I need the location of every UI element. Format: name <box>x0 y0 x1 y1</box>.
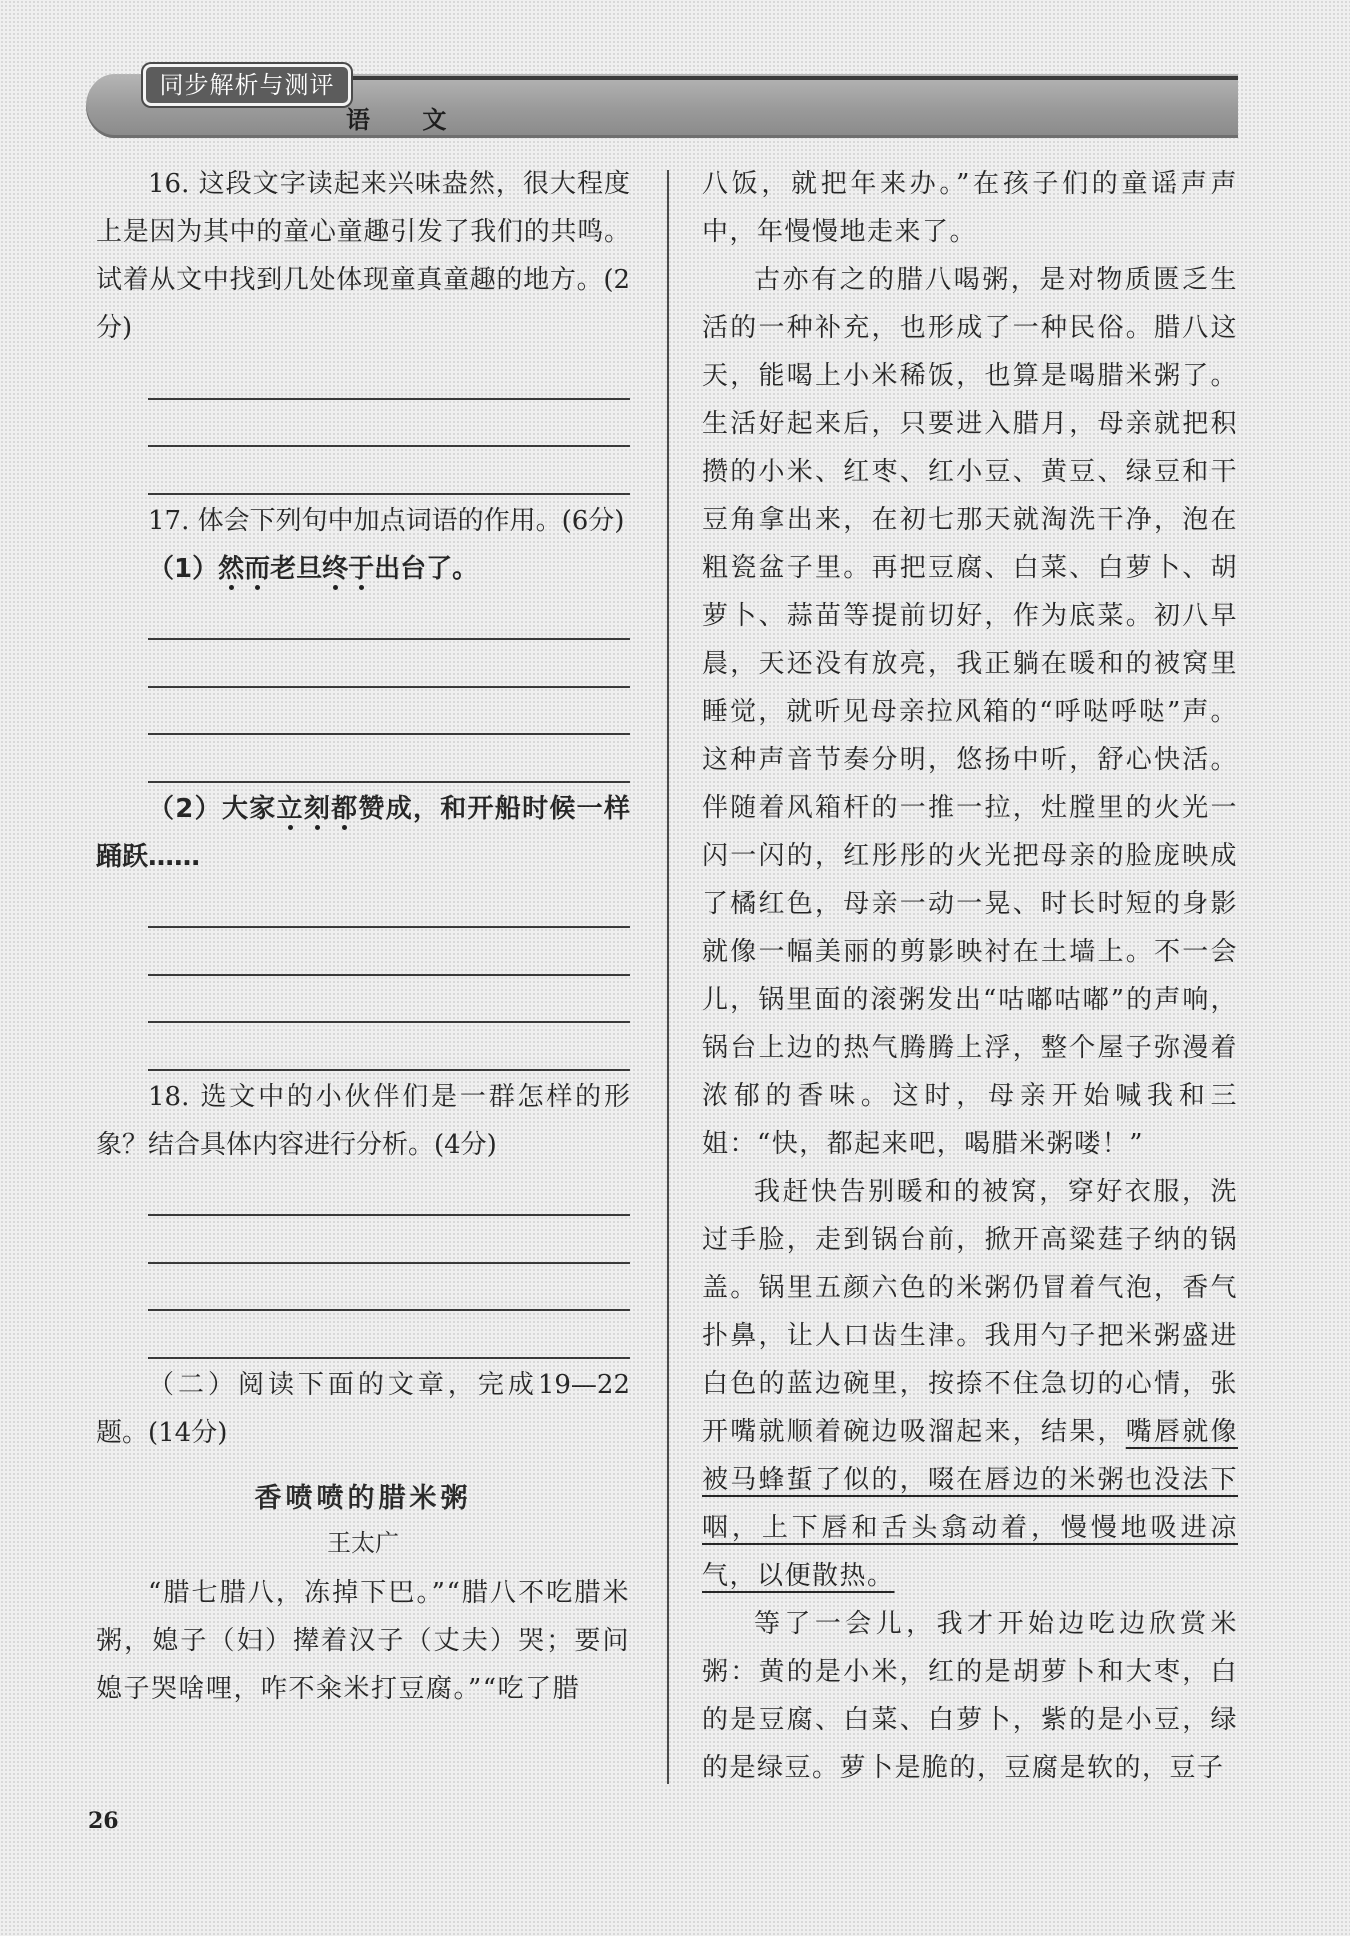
section-two-heading: （二）阅读下面的文章，完成19—22题。(14分) <box>96 1369 630 1448</box>
dotted-char: 都 <box>331 793 359 824</box>
answer-lines-17-1 <box>96 593 630 783</box>
left-column <box>96 160 630 1713</box>
q17-1-suffix: 出台了。 <box>374 553 479 584</box>
question-17-1 <box>96 545 630 593</box>
answer-line[interactable] <box>148 1169 630 1217</box>
answer-line[interactable] <box>148 1023 630 1071</box>
dotted-char: 刻 <box>303 793 332 824</box>
dotted-char: 立 <box>276 793 304 824</box>
answer-line[interactable] <box>148 688 630 736</box>
answer-line[interactable] <box>148 352 630 400</box>
answer-line[interactable] <box>148 881 630 929</box>
q17-1-mid: 老旦 <box>270 553 323 584</box>
question-18: 18. 选文中的小伙伴们是一群怎样的形象？结合具体内容进行分析。(4分) <box>96 1081 630 1160</box>
article-paragraph-2: 古亦有之的腊八喝粥，是对物质匮乏生活的一种补充，也形成了一种民俗。腊八这天，能喝上小米稀饭，也算是喝腊米粥了。生活好起来后，只要进入腊月，母亲就把积攒的小米、红枣、红小豆、黄豆、绿豆和干豆角拿出来，在初七那天就淘洗干净，泡在粗瓷盆子里。再把豆腐、白菜、白萝卜、胡萝卜、蒜苗等提前切好，作为底菜。初八早晨，天还没有放亮，我正躺在暖和的被窝里睡觉，就听见母亲拉风箱的“呼哒呼哒”声。这种声音节奏分明，悠扬中听，舒心快活。伴随着风箱杆的一推一拉，灶膛里的火光一闪一闪的，红彤彤的火光把母亲的脸庞映成了橘红色，母亲一动一晃、时长时短的身影就像一幅美丽的剪影映衬在土墙上。不一会儿，锅里面的滚粥发出“咕嘟咕嘟”的声响，锅台上边的热气腾腾上浮，整个屋子弥漫着浓郁的香味。这时，母亲开始喊我和三姐：“快，都起来吧，喝腊米粥喽！” <box>702 265 1238 1159</box>
dotted-char: 于 <box>348 553 375 584</box>
article-author: 王太广 <box>327 1528 399 1557</box>
answer-line[interactable] <box>148 447 630 495</box>
answer-line[interactable] <box>148 1311 630 1359</box>
subject-label: 语 文 <box>346 106 469 134</box>
answer-line[interactable] <box>148 1264 630 1312</box>
answer-line[interactable] <box>148 640 630 688</box>
series-title: 同步解析与测评 <box>143 64 351 106</box>
question-16: 16. 这段文字读起来兴味盎然，很大程度上是因为其中的童心童趣引发了我们的共鸣。试着从文中找到几处体现童真童趣的地方。(2分) <box>96 169 630 343</box>
answer-line[interactable] <box>148 735 630 783</box>
answer-line[interactable] <box>148 593 630 641</box>
answer-lines-16 <box>96 352 630 495</box>
right-column <box>702 160 1238 1792</box>
dotted-char: 然 <box>218 553 245 584</box>
answer-line[interactable] <box>148 1216 630 1264</box>
article-paragraph-1: “腊七腊八，冻掉下巴。”“腊八不吃腊米粥，媳子（妇）撵着汉子（丈夫）哭；要问媳子哭啥哩，咋不籴米打豆腐。”“吃了腊 <box>96 1577 630 1704</box>
dotted-char: 终 <box>322 553 349 584</box>
article-paragraph-3 <box>702 1168 1238 1600</box>
q17-1-prefix: （1） <box>148 553 219 584</box>
q17-2-prefix: （2）大家 <box>148 793 277 824</box>
header-rule <box>340 76 1238 80</box>
answer-line[interactable] <box>148 976 630 1024</box>
article-paragraph-1-continued: 八饭，就把年来办。”在孩子们的童谣声声中，年慢慢地走来了。 <box>702 169 1238 247</box>
page-number: 26 <box>88 1808 119 1834</box>
underlined-sentence: 嘴唇就像被马蜂蜇了似的，啜在唇边的米粥也没法下咽，上下唇和舌头翕动着，慢慢地吸进凉气，以便散热。 <box>702 1417 1238 1591</box>
answer-lines-18 <box>96 1169 630 1359</box>
q17-2-suffix: 赞成，和开船时候一样踊跃…… <box>96 793 630 872</box>
column-divider <box>667 170 669 1784</box>
article-paragraph-4: 等了一会儿，我才开始边吃边欣赏米粥：黄的是小米，红的是胡萝卜和大枣，白的是豆腐、白菜、白萝卜，紫的是小豆，绿的是绿豆。萝卜是脆的，豆腐是软的，豆子 <box>702 1609 1238 1783</box>
paragraph-3-text: 我赶快告别暖和的被窝，穿好衣服，洗过手脸，走到锅台前，掀开高粱莛子纳的锅盖。锅里五颜六色的米粥仍冒着气泡，香气扑鼻，让人口齿生津。我用勺子把米粥盛进白色的蓝边碗里，按捺不住急切的心情，张开嘴就顺着碗边吸溜起来，结果， <box>702 1177 1238 1447</box>
question-17-2 <box>96 785 630 881</box>
answer-line[interactable] <box>148 400 630 448</box>
answer-line[interactable] <box>148 928 630 976</box>
article-title: 香喷喷的腊米粥 <box>254 1482 472 1514</box>
dotted-char: 而 <box>244 553 271 584</box>
answer-lines-17-2 <box>96 881 630 1071</box>
question-17: 17. 体会下列句中加点词语的作用。(6分) <box>148 505 625 536</box>
